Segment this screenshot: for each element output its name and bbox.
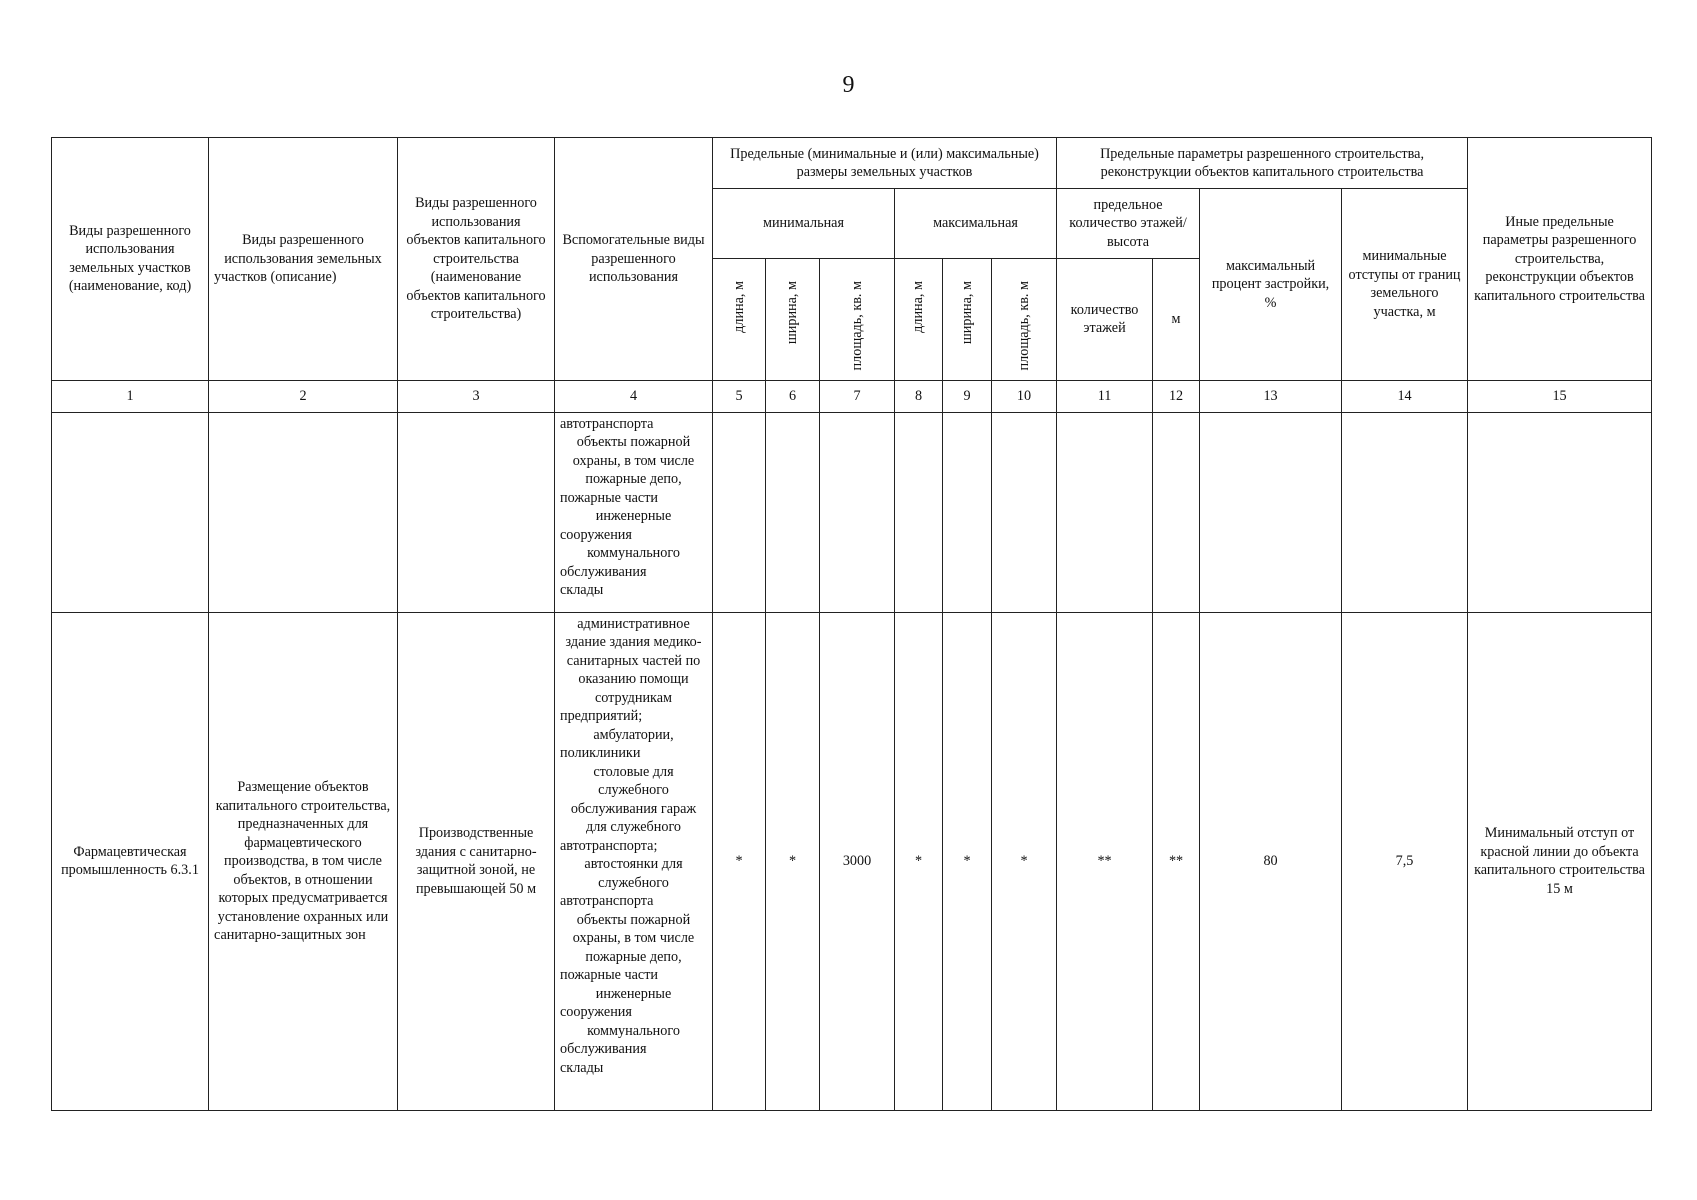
max-percent-cell: 80 xyxy=(1200,612,1342,1110)
auxiliary-use-cell: автотранспорта объекты пожарной охраны, в том числе пожарные депо, пожарные части инженерные сооружения коммунального обслуживания склады xyxy=(555,412,713,612)
header-min-setback: минимальные отступы от границ земельного участка, м xyxy=(1342,189,1468,381)
header-max-percent: максимальный процент застройки, % xyxy=(1200,189,1342,381)
col-num-7: 7 xyxy=(820,380,895,412)
other-params-cell: Минимальный отступ от красной линии до объекта капитального строительства 15 м xyxy=(1468,612,1652,1110)
header-floors-height: предельное количество этажей/высота xyxy=(1057,189,1200,259)
col-num-13: 13 xyxy=(1200,380,1342,412)
setback-cell: 7,5 xyxy=(1342,612,1468,1110)
oks-use-cell: Производственные здания с санитарно-защитной зоной, не превышающей 50 м xyxy=(398,612,555,1110)
header-auxiliary-use: Вспомогательные виды разрешенного использования xyxy=(555,138,713,381)
header-max: максимальная xyxy=(895,189,1057,259)
col-num-4: 4 xyxy=(555,380,713,412)
col-num-12: 12 xyxy=(1153,380,1200,412)
zoning-table xyxy=(51,137,1652,1111)
col-num-3: 3 xyxy=(398,380,555,412)
table-row xyxy=(52,412,1652,612)
col-num-11: 11 xyxy=(1057,380,1153,412)
land-use-name-cell: Фармацевтическая промышленность 6.3.1 xyxy=(52,612,209,1110)
col-num-2: 2 xyxy=(209,380,398,412)
col-num-8: 8 xyxy=(895,380,943,412)
header-land-use-description: Виды разрешенного использования земельных участков (описание) xyxy=(209,138,398,381)
header-max-width: ширина, м xyxy=(943,259,992,381)
header-land-use-name: Виды разрешенного использования земельных участков (наименование, код) xyxy=(52,138,209,381)
header-max-area: площадь, кв. м xyxy=(992,259,1057,381)
header-other-params: Иные предельные параметры разрешенного строительства, реконструкции объектов капитального строительства xyxy=(1468,138,1652,381)
header-build-params: Предельные параметры разрешенного строительства, реконструкции объектов капитального строительства xyxy=(1057,138,1468,189)
col-num-15: 15 xyxy=(1468,380,1652,412)
height-cell: ** xyxy=(1153,612,1200,1110)
col-num-5: 5 xyxy=(713,380,766,412)
floors-cell: ** xyxy=(1057,612,1153,1110)
header-min-area: площадь, кв. м xyxy=(820,259,895,381)
min-area-cell: 3000 xyxy=(820,612,895,1110)
header-min-length: длина, м xyxy=(713,259,766,381)
header-min: минимальная xyxy=(713,189,895,259)
col-num-6: 6 xyxy=(766,380,820,412)
auxiliary-use-cell: административное здание здания медико-санитарных частей по оказанию помощи сотрудникам предприятий; амбулатории, поликлиники столовые для служебного обслуживания гараж для служебного автотранспорта; автостоянки для служебного автотранспорта объекты пожарной охраны, в том числе пожарные депо, пожарные части инженерные сооружения коммунального обслуживания склады xyxy=(555,612,713,1110)
page-number: 9 xyxy=(842,72,855,98)
max-area-cell: * xyxy=(992,612,1057,1110)
land-use-description-cell: Размещение объектов капитального строительства, предназначенных для фармацевтического производства, в том числе объектов, в отношении которых предусматривается установление охранных или санитарно-защитных зон xyxy=(209,612,398,1110)
header-max-length: длина, м xyxy=(895,259,943,381)
col-num-14: 14 xyxy=(1342,380,1468,412)
header-land-size-limits: Предельные (минимальные и (или) максимальные) размеры земельных участков xyxy=(713,138,1057,189)
max-length-cell: * xyxy=(895,612,943,1110)
col-num-9: 9 xyxy=(943,380,992,412)
header-min-width: ширина, м xyxy=(766,259,820,381)
header-meters: м xyxy=(1153,259,1200,381)
col-num-10: 10 xyxy=(992,380,1057,412)
header-oks-use: Виды разрешенного использования объектов капитального строительства (наименование объектов капитального строительства) xyxy=(398,138,555,381)
column-number-row xyxy=(52,380,1652,412)
header-floors: количество этажей xyxy=(1057,259,1153,381)
table-row xyxy=(52,612,1652,1110)
max-width-cell: * xyxy=(943,612,992,1110)
min-length-cell: * xyxy=(713,612,766,1110)
col-num-1: 1 xyxy=(52,380,209,412)
min-width-cell: * xyxy=(766,612,820,1110)
